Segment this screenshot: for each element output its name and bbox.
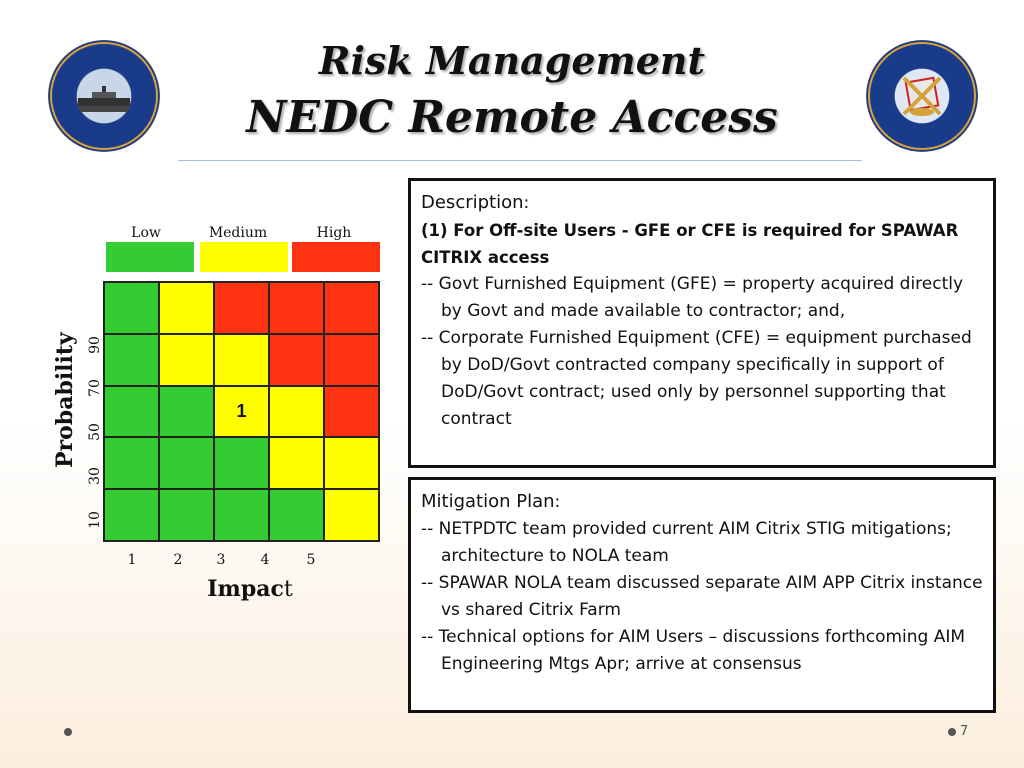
footer-dot-right <box>948 728 956 736</box>
risk-cell <box>215 283 268 333</box>
risk-cell <box>160 283 213 333</box>
x-tick: 4 <box>260 552 270 568</box>
risk-cell <box>325 283 378 333</box>
y-tick: 30 <box>87 467 103 485</box>
footer-dot-left <box>64 728 72 736</box>
risk-marker: 1 <box>236 400 247 421</box>
slide-title-line2: NEDC Remote Access <box>246 92 778 143</box>
description-heading: Description <box>421 192 524 213</box>
title-divider <box>178 160 862 161</box>
y-axis-label: Probability <box>52 332 78 468</box>
y-tick: 50 <box>87 423 103 441</box>
legend-swatch-high <box>292 242 380 272</box>
x-tick: 1 <box>127 552 137 568</box>
mitigation-item: -- Technical options for AIM Users – discussions forthcoming AIM Engineering Mtgs Apr; arrive at consensus <box>421 627 966 674</box>
risk-cell <box>215 387 268 437</box>
risk-cell <box>160 335 213 385</box>
risk-cell <box>325 438 378 488</box>
x-tick: 2 <box>173 552 183 568</box>
risk-cell <box>105 490 158 540</box>
y-tick: 90 <box>87 336 103 354</box>
description-item: -- Govt Furnished Equipment (GFE) = property acquired directly by Govt and made available to contractor; and, <box>421 274 964 321</box>
risk-cell <box>325 387 378 437</box>
risk-cell <box>325 335 378 385</box>
naval-education-training-command-seal <box>48 40 160 152</box>
risk-cell <box>215 438 268 488</box>
legend-label-medium: Medium <box>208 225 268 241</box>
legend-label-high: High <box>316 225 352 241</box>
risk-cell <box>270 283 323 333</box>
x-tick: 3 <box>216 552 226 568</box>
risk-cell <box>160 387 213 437</box>
description-box <box>408 178 996 468</box>
risk-matrix <box>103 281 380 542</box>
risk-cell <box>215 490 268 540</box>
y-tick: 10 <box>87 511 103 529</box>
description-lead: (1) For Off-site Users - GFE or CFE is required for SPAWAR CITRIX access <box>421 221 959 267</box>
mitigation-item: -- NETPDTC team provided current AIM Citrix STIG mitigations; architecture to NOLA team <box>421 519 952 566</box>
legend-swatch-medium <box>200 242 288 272</box>
description-item: -- Corporate Furnished Equipment (CFE) = equipment purchased by DoD/Govt contracted company specifically in support of DoD/Govt contract; used only by personnel supporting that contract <box>421 328 972 429</box>
risk-cell <box>105 335 158 385</box>
mitigation-colon: : <box>554 492 561 512</box>
risk-cell <box>270 335 323 385</box>
x-axis-label-rest: t <box>283 577 293 602</box>
naval-education-training-development-center-seal <box>866 40 978 152</box>
legend-label-low: Low <box>131 225 161 241</box>
risk-cell <box>270 438 323 488</box>
seal-ship-icon <box>48 40 160 152</box>
risk-cell <box>160 438 213 488</box>
slide-title-line1: Risk Management <box>318 38 706 83</box>
x-axis-label <box>195 576 305 602</box>
risk-cell <box>270 490 323 540</box>
risk-cell <box>160 490 213 540</box>
risk-cell <box>105 283 158 333</box>
risk-cell <box>270 387 323 437</box>
description-colon: : <box>523 193 530 213</box>
x-tick: 5 <box>306 552 316 568</box>
risk-cell <box>105 438 158 488</box>
risk-cell <box>325 490 378 540</box>
page-number: 7 <box>960 724 969 739</box>
legend-swatch-low <box>106 242 194 272</box>
mitigation-heading-row <box>421 488 983 516</box>
y-tick: 70 <box>87 379 103 397</box>
seal-anchor-lamp-icon <box>866 40 978 152</box>
mitigation-box <box>408 477 996 713</box>
mitigation-heading: Mitigation Plan <box>421 491 555 512</box>
risk-cell <box>105 387 158 437</box>
description-heading-row <box>421 189 983 217</box>
x-axis-label-bold: Impac <box>207 576 284 602</box>
risk-cell <box>215 335 268 385</box>
mitigation-item: -- SPAWAR NOLA team discussed separate AIM APP Citrix instance vs shared Citrix Farm <box>421 573 983 620</box>
